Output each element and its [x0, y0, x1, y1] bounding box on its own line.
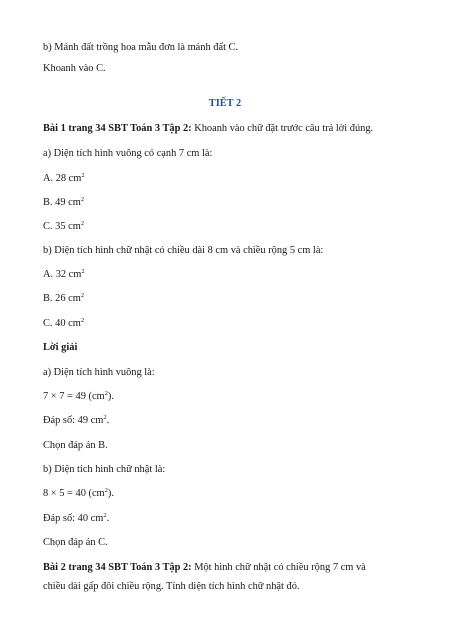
bai1-heading: Bài 1 trang 34 SBT Toán 3 Tập 2: [43, 123, 192, 134]
solution-a-answer: Đáp số: 49 $cm^2$. [43, 414, 110, 426]
solution-b-choice: Chọn đáp án C. [43, 537, 108, 548]
bai2-text-1: Một hình chữ nhật có chiều rộng 7 cm và [191, 562, 366, 573]
question-a: a) Diện tích hình vuông có cạnh 7 cm là: [43, 148, 213, 159]
intro-line-2: Khoanh vào C. [43, 63, 106, 74]
bai1-line [43, 122, 373, 135]
option-b-B: B. 26 $cm^2$ [43, 292, 85, 304]
option-a-B: B. 49 $cm^2$ [43, 196, 85, 208]
bai1-prompt: Khoanh vào chữ đặt trước câu trả lời đúng. [191, 123, 374, 134]
solution-b-calc: 8 × 5 = 40 $(cm^2)$. [43, 487, 114, 499]
solution-a-choice: Chọn đáp án B. [43, 440, 108, 451]
option-a-A: A. 28 $cm^2$ [43, 172, 85, 184]
solution-a-calc: 7 × 7 = 49 $(cm^2)$. [43, 390, 114, 402]
bai2-line-1 [43, 561, 366, 574]
bai2-line-2: chiều dài gấp đôi chiều rộng. Tính diện tích hình chữ nhật đó. [43, 581, 300, 592]
section-title: TIẾT 2 [208, 98, 242, 109]
bai2-heading: Bài 2 trang 34 SBT Toán 3 Tập 2: [43, 562, 192, 573]
option-b-C: C. 40 $cm^2$ [43, 317, 85, 329]
question-b: b) Diện tích hình chữ nhật có chiều dài 8 cm và chiều rộng 5 cm là: [43, 245, 324, 256]
solution-a-title: a) Diện tích hình vuông là: [43, 367, 155, 378]
solution-b-answer: Đáp số: 40 $cm^2$. [43, 512, 110, 524]
solution-b-title: b) Diện tích hình chữ nhật là: [43, 464, 166, 475]
option-b-A: A. 32 $cm^2$ [43, 268, 85, 280]
option-a-C: C. 35 $cm^2$ [43, 220, 85, 232]
solution-heading: Lời giải [43, 342, 78, 353]
intro-line-1: b) Mảnh đất trồng hoa mẫu đơn là mảnh đất C. [43, 42, 239, 53]
